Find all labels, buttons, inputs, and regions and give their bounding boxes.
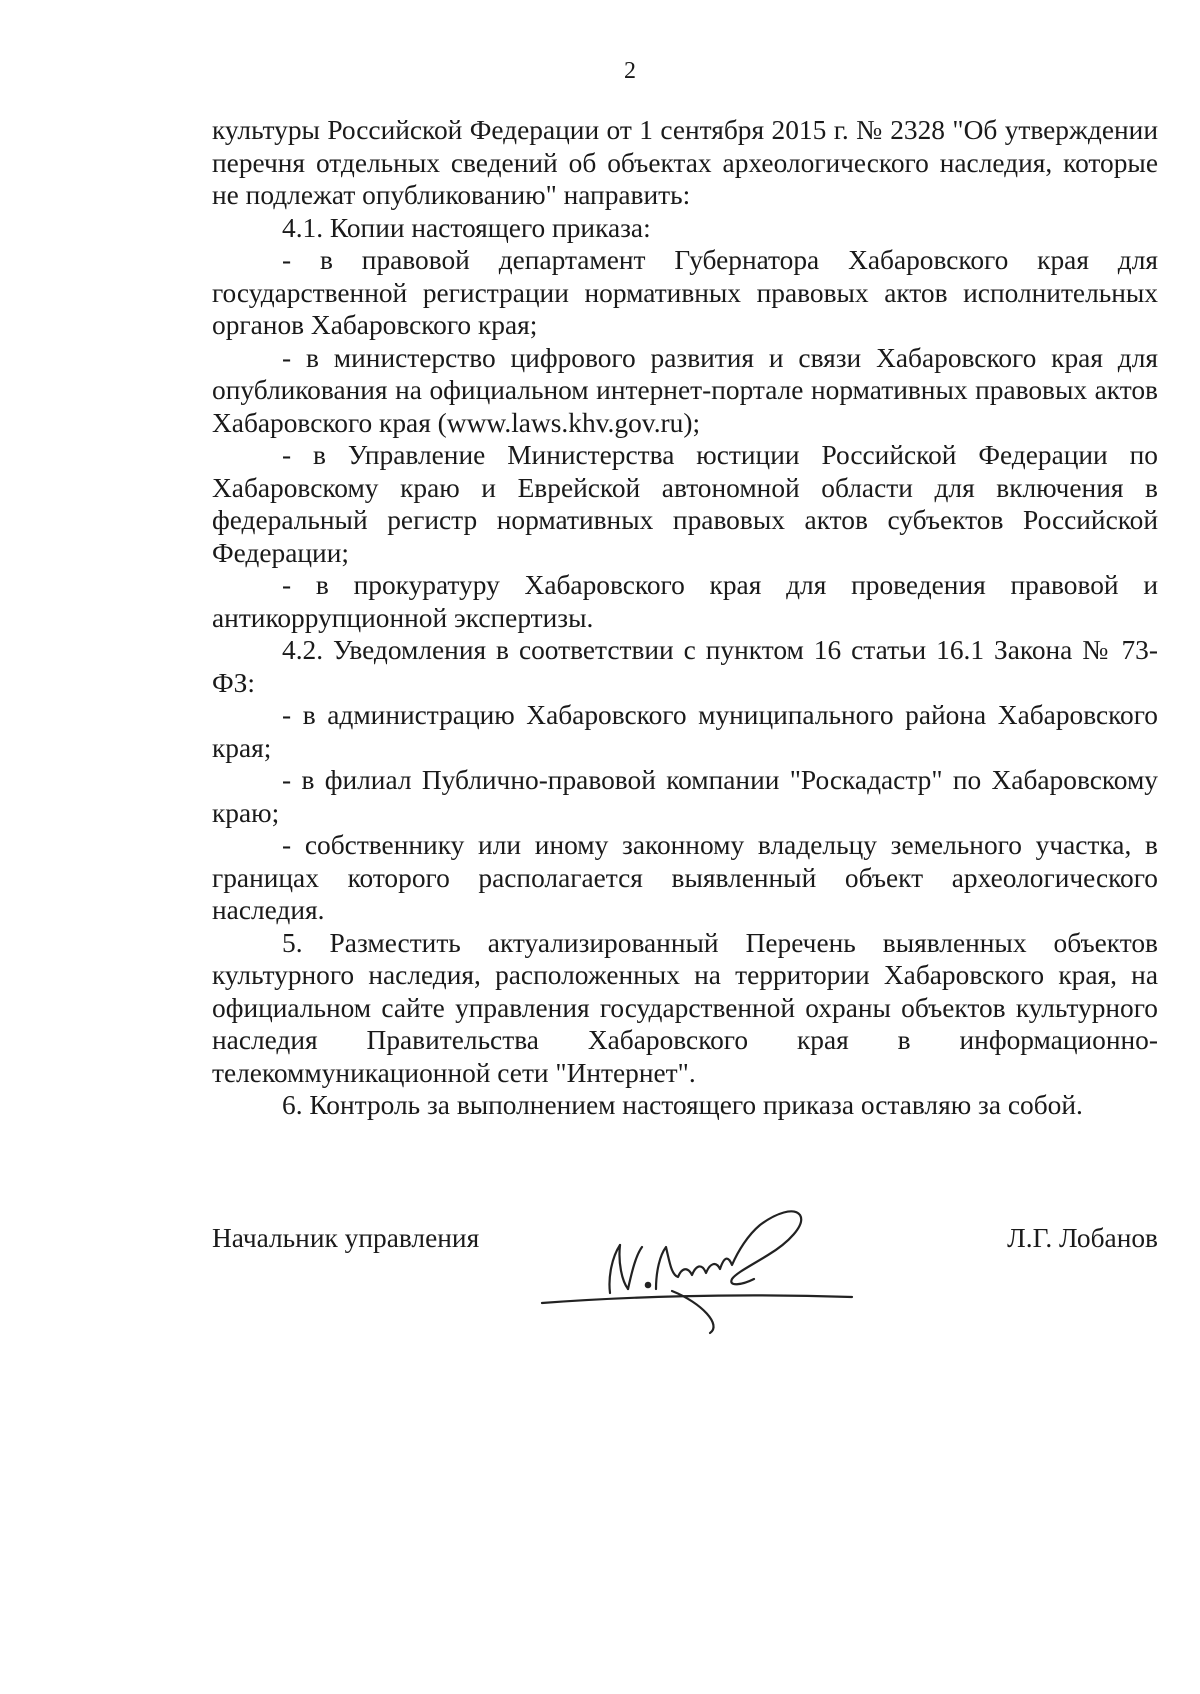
- paragraph: - в филиал Публично-правовой компании "Роскадастр" по Хабаровскому краю;: [212, 765, 1158, 828]
- signatory-title: Начальник управления: [212, 1223, 480, 1253]
- paragraph: - в Управление Министерства юстиции Российской Федерации по Хабаровскому краю и Еврейской автономной области для включения в федеральный регистр нормативных правовых актов субъектов Российской Федерации;: [212, 440, 1158, 568]
- signature-block: [212, 1205, 1158, 1345]
- handwritten-signature: [532, 1185, 872, 1335]
- paragraph: 4.1. Копии настоящего приказа:: [282, 212, 651, 243]
- paragraph: 4.2. Уведомления в соответствии с пунктом 16 статьи 16.1 Закона № 73-ФЗ:: [212, 635, 1158, 698]
- paragraph: - в правовой департамент Губернатора Хабаровского края для государственной регистрации нормативных правовых актов исполнительных органов Хабаровского края;: [212, 245, 1158, 340]
- document-body: [212, 114, 1158, 1122]
- paragraph: - в прокуратуру Хабаровского края для проведения правовой и антикоррупционной экспертизы.: [212, 570, 1158, 633]
- signatory-name: Л.Г. Лобанов: [1007, 1223, 1158, 1253]
- page-number: 2: [624, 58, 636, 84]
- paragraph: - в министерство цифрового развития и связи Хабаровского края для опубликования на официальном интернет-портале нормативных правовых актов Хабаровского края (www.laws.khv.gov.ru);: [212, 342, 1158, 438]
- paragraph: - в администрацию Хабаровского муниципального района Хабаровского края;: [212, 700, 1158, 763]
- paragraph: культуры Российской Федерации от 1 сентября 2015 г. № 2328 "Об утверждении перечня отдельных сведений об объектах археологического наследия, которые не подлежат опубликованию" направить:: [212, 115, 1158, 210]
- paragraph: 5. Разместить актуализированный Перечень выявленных объектов культурного наследия, расположенных на территории Хабаровского края, на официальном сайте управления государственной охраны объектов культурного наследия Правительства Хабаровского края в информационно-телекоммуникационной сети "Интернет".: [212, 927, 1158, 1088]
- paragraph: 6. Контроль за выполнением настоящего приказа оставляю за собой.: [282, 1090, 1083, 1120]
- paragraph: - собственнику или иному законному владельцу земельного участка, в границах которого располагается выявленный объект археологического наследия.: [212, 830, 1158, 925]
